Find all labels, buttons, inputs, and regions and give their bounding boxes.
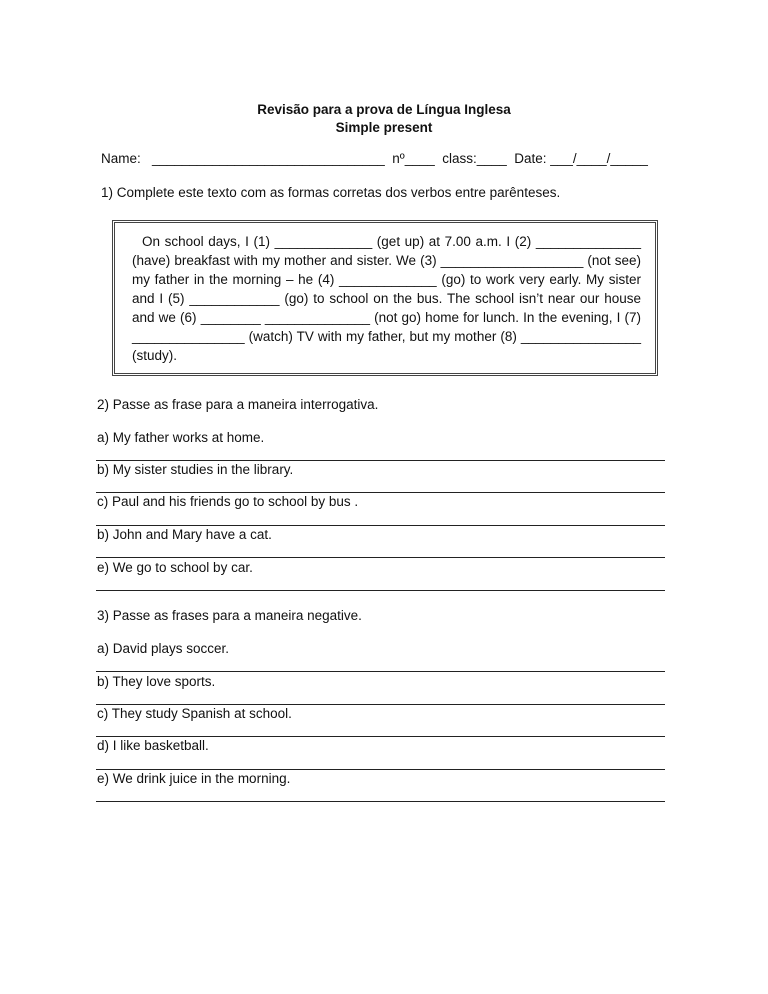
- answer-line: [96, 736, 665, 737]
- answer-line: [96, 704, 665, 705]
- exercise2-item-c: c) Paul and his friends go to school by bus .: [97, 494, 359, 509]
- exercise3-item-a: a) David plays soccer.: [97, 641, 230, 656]
- exercise3-instruction: 3) Passe as frases para a maneira negative.: [97, 608, 362, 623]
- exercise3-item-b: b) They love sports.: [97, 674, 216, 689]
- exercise2-item-b: b) My sister studies in the library.: [97, 462, 294, 477]
- answer-line: [96, 769, 665, 770]
- worksheet-subtitle: Simple present: [335, 120, 433, 135]
- answer-line: [96, 525, 665, 526]
- exercise2-instruction: 2) Passe as frase para a maneira interrogativa.: [97, 397, 379, 412]
- answer-line: [96, 801, 665, 802]
- worksheet-title: Revisão para a prova de Língua Inglesa: [257, 102, 511, 117]
- exercise2-item-e: e) We go to school by car.: [97, 560, 253, 575]
- answer-line: [96, 557, 665, 558]
- exercise1-instruction: 1) Complete este texto com as formas corretas dos verbos entre parênteses.: [101, 185, 561, 200]
- answer-line: [96, 460, 665, 461]
- answer-line: [96, 671, 665, 672]
- exercise3-item-d: d) I like basketball.: [97, 738, 209, 753]
- exercise2-item-d: b) John and Mary have a cat.: [97, 527, 272, 542]
- answer-line: [96, 492, 665, 493]
- answer-line: [96, 590, 665, 591]
- exercise1-passage: On school days, I (1) _____________ (get up) at 7.00 a.m. I (2) ______________ (have) breakfast with my mother and sister. We (3) ___________________ (not see) my father in the morning – he (4) _____________ (go) to work very early. My sister and I (5) ____________ (go) to school on the bus. The school isn’t near our house and we (6) ________ ______________ (not go) home for lunch. In the evening, I (7) _______________ (watch) TV with my father, but my mother (8) ________________ (study).: [132, 234, 641, 363]
- exercise3-item-c: c) They study Spanish at school.: [97, 706, 292, 721]
- student-info-line: Name: _______________________________ nº____ class:____ Date: ___/____/_____: [101, 151, 648, 166]
- exercise3-item-e: e) We drink juice in the morning.: [97, 771, 291, 786]
- exercise1-text-box: [112, 220, 658, 376]
- exercise2-item-a: a) My father works at home.: [97, 430, 265, 445]
